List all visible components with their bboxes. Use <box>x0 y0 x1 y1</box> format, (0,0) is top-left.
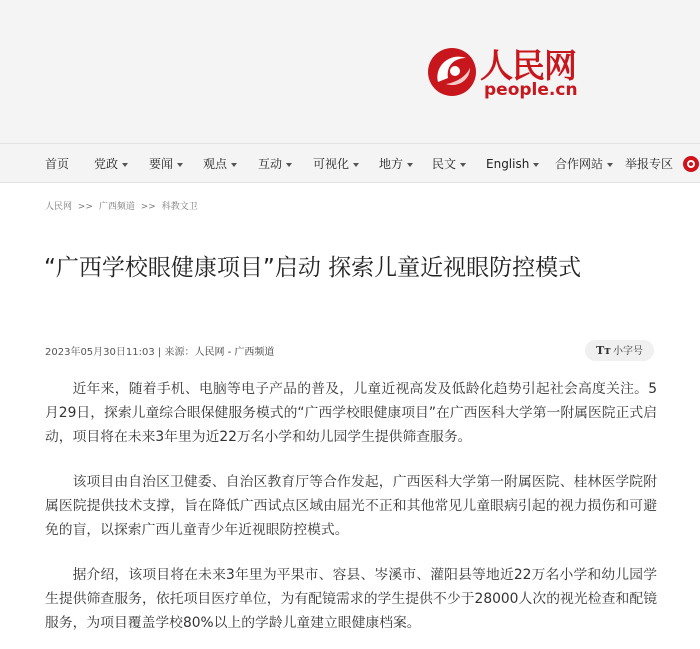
chevron-down-icon <box>231 163 237 167</box>
main-nav <box>0 143 700 183</box>
nav-item-partner-sites[interactable]: 合作网站 <box>555 144 613 184</box>
breadcrumb-separator: >> <box>140 202 156 212</box>
breadcrumb-link-guangxi[interactable]: 广西频道 <box>98 202 135 212</box>
nav-item-english[interactable]: English <box>486 144 539 184</box>
chevron-down-icon <box>607 163 613 167</box>
page-title: “广西学校眼健康项目”启动 探索儿童近视眼防控模式 <box>44 255 582 281</box>
nav-item-interaction[interactable]: 互动 <box>258 144 292 184</box>
logo-wordmark-en[interactable]: people.cn <box>484 80 578 100</box>
chevron-down-icon <box>460 163 466 167</box>
article-paragraph: 该项目由自治区卫健委、自治区教育厅等合作发起，广西医科大学第一附属医院、桂林医学院附属医院提供技术支撑，旨在降低广西试点区域由屈光不正和其他常见儿童眼病引起的视力损伤和可避免的盲，以探索广西儿童青少年近视眼防控模式。 <box>45 474 657 538</box>
article-body <box>45 377 657 649</box>
chevron-down-icon <box>177 163 183 167</box>
article-meta <box>45 343 274 358</box>
logo-wordmark-cn[interactable]: 人民网 <box>480 46 576 85</box>
font-size-toggle-label: 小字号 <box>613 346 643 357</box>
font-size-toggle-button[interactable] <box>585 340 654 361</box>
nav-item-news[interactable]: 要闻 <box>149 144 183 184</box>
chevron-down-icon <box>286 163 292 167</box>
site-header <box>0 0 700 143</box>
publish-datetime: 2023年05月30日11:03 <box>45 347 155 358</box>
chevron-down-icon <box>407 163 413 167</box>
chevron-down-icon <box>533 163 539 167</box>
breadcrumb-link-people[interactable]: 人民网 <box>45 202 73 212</box>
nav-item-opinion[interactable]: 观点 <box>203 144 237 184</box>
nav-item-party-gov[interactable]: 党政 <box>94 144 128 184</box>
font-size-icon: Tт <box>595 344 611 357</box>
article-paragraph: 近年来，随着手机、电脑等电子产品的普及，儿童近视高发及低龄化趋势引起社会高度关注。5月29日，探索儿童综合眼保健服务模式的“广西学校眼健康项目”在广西医科大学第一附属医院正式启动，项目将在未来3年里为近22万名小学和幼儿园学生提供筛查服务。 <box>45 381 657 445</box>
accessibility-icon[interactable] <box>683 156 699 172</box>
breadcrumb-separator: >> <box>77 202 93 212</box>
chevron-down-icon <box>122 163 128 167</box>
nav-item-home[interactable]: 首页 <box>45 157 70 171</box>
breadcrumb <box>45 199 198 212</box>
nav-item-local[interactable]: 地方 <box>379 144 413 184</box>
meta-divider: | <box>157 347 162 358</box>
nav-item-report[interactable]: 举报专区 <box>625 157 674 171</box>
article-paragraph: 据介绍，该项目将在未来3年里为平果市、容县、岑溪市、灌阳县等地近22万名小学和幼儿园学生提供筛查服务，依托项目医疗单位，为有配镜需求的学生提供不少于28000人次的视光检查和配镜服务，为项目覆盖学校80%以上的学龄儿童建立眼健康档案。 <box>45 567 657 631</box>
breadcrumb-link-science-edu[interactable]: 科教文卫 <box>161 202 198 212</box>
nav-item-visualization[interactable]: 可视化 <box>313 144 359 184</box>
source-link[interactable]: 人民网 - 广西频道 <box>194 347 275 358</box>
nav-item-ethnic-languages[interactable]: 民文 <box>432 144 466 184</box>
source-label: 来源： <box>164 347 195 358</box>
chevron-down-icon <box>353 163 359 167</box>
